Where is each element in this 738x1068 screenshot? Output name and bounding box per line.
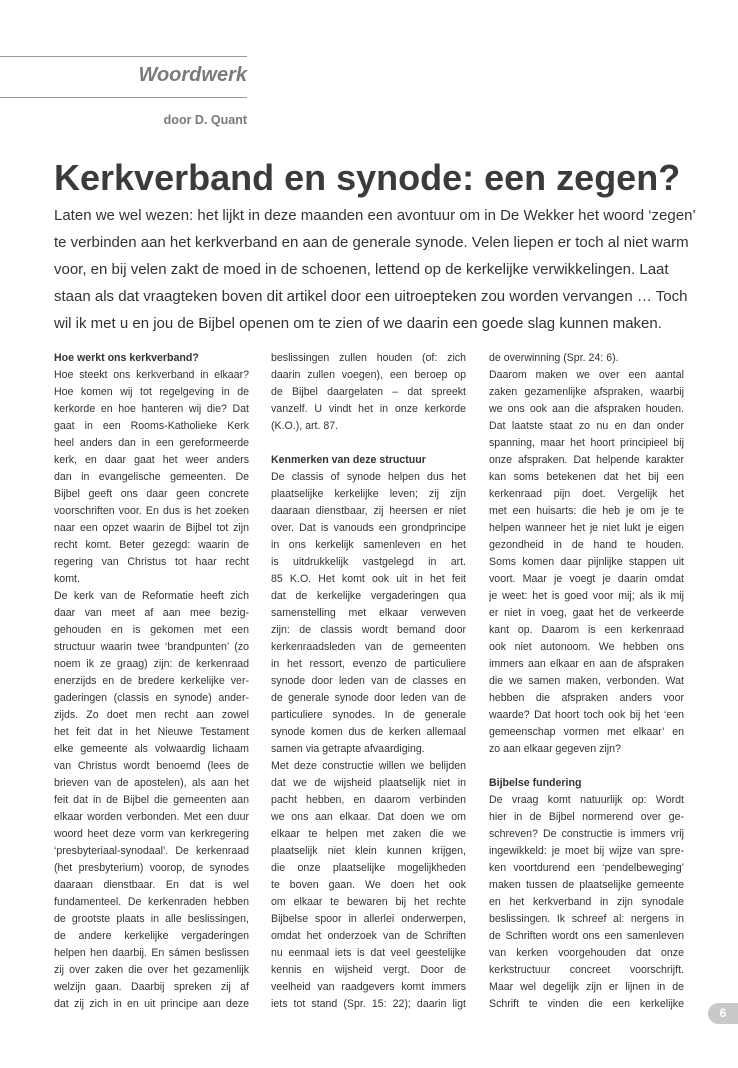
body-line: kerkenraadsleden van de gemeenten bbox=[271, 641, 466, 653]
body-line: particuliere synodes. In de generale bbox=[271, 709, 466, 721]
body-line: de overwinning (Spr. 24: 6). bbox=[489, 352, 619, 364]
body-line: elkaar worden verbonden. Met een duur bbox=[54, 811, 249, 823]
body-line: brieven van de apostelen), als aan het bbox=[54, 777, 249, 789]
body-line: samen via getrapte afvaardiging. bbox=[271, 743, 425, 755]
body-line: zijds. Zo doet men recht aan zowel bbox=[54, 709, 249, 721]
body-line: pacht hebben, en daarom verbinden bbox=[271, 794, 466, 806]
author-byline: door D. Quant bbox=[163, 113, 247, 127]
body-line: naar een opzet waarin de Bijbel tot zijn bbox=[54, 522, 249, 534]
body-line: welzijn gaan. Daarbij spreken zij af bbox=[54, 981, 249, 993]
body-line: kerkorde en hoe hanteren wij die? Dat bbox=[54, 403, 249, 415]
page-number: 6 bbox=[708, 1003, 738, 1024]
body-line: De classis of synode helpen dus het bbox=[271, 471, 466, 483]
intro-line: voor, en bij velen zakt de moed in de schoenen, lettend op de kerkelijke verwikkelingen. Laat bbox=[54, 261, 669, 278]
body-line: structuur waarin twee ‘brandpunten’ (zo bbox=[54, 641, 249, 653]
body-line: enerzijds en de bredere kerkelijke ver- bbox=[54, 675, 249, 687]
body-line: van kerken voorgehouden dat onze bbox=[489, 947, 684, 959]
body-line: voort. Maar je voegt je daarin omdat bbox=[489, 573, 684, 585]
body-line: waarde? Dat hoort toch ook bij het ‘een bbox=[489, 709, 684, 721]
body-line: Hoe komen wij tot regelgeving in de bbox=[54, 386, 249, 398]
body-line: kan soms betekenen dat het bij een bbox=[489, 471, 684, 483]
body-line: Bijbel geeft ons daar geen concrete bbox=[54, 488, 249, 500]
body-line: gemeenschap vormen met elkaar’ en bbox=[489, 726, 684, 738]
body-line: dat we de wijsheid plaatselijk niet in bbox=[271, 777, 466, 789]
text-column-1 bbox=[54, 350, 249, 1013]
body-line: zij over zaken die over het gezamenlijk bbox=[54, 964, 249, 976]
body-line: elke gemeente als volwaardig lichaam bbox=[54, 743, 249, 755]
body-line: iets tot stand (Spr. 15: 22); daarin ligt bbox=[271, 998, 466, 1010]
article-intro bbox=[54, 202, 696, 337]
body-line: immers aan elkaar en aan de afspraken bbox=[489, 658, 684, 670]
body-line: (K.O.), art. 87. bbox=[271, 420, 339, 432]
body-line: schreven? De constructie is immers vrij bbox=[489, 828, 684, 840]
body-line: te boven gaan. We doen het ook bbox=[271, 879, 466, 891]
body-line: heel anders dan in een gereformeerde bbox=[54, 437, 249, 449]
subheading: Bijbelse fundering bbox=[489, 777, 582, 789]
body-line: dan in evangelische gemeenten. De bbox=[54, 471, 249, 483]
body-line: omdat het onderzoek van de Schriften bbox=[271, 930, 466, 942]
text-column-3 bbox=[489, 350, 684, 1013]
body-line: vanzelf. U vindt het in onze kerkorde bbox=[271, 403, 466, 415]
body-line: kerkstructuur concreet voorschrijft. bbox=[489, 964, 684, 976]
body-line: die we samen maken, verbonden. Wat bbox=[489, 675, 684, 687]
body-line: de grootste plaats in alle beslissingen, bbox=[54, 913, 249, 925]
body-line: De vraag komt natuurlijk op: Wordt bbox=[489, 794, 684, 806]
body-line: daar van meet af aan mee bezig- bbox=[54, 607, 249, 619]
body-line: gaat in een Rooms-Katholieke Kerk bbox=[54, 420, 249, 432]
body-line: plaatselijk niet klein kunnen krijgen, bbox=[271, 845, 466, 857]
body-line: maken tussen de plaatselijke gemeente bbox=[489, 879, 684, 891]
body-line: komt. bbox=[54, 573, 80, 585]
body-line: noem ik ze graag) zijn: de kerkenraad bbox=[54, 658, 249, 670]
body-line: Daarom maken we over een aantal bbox=[489, 369, 684, 381]
body-line: daaraan dienstbaar, zij heersen er niet bbox=[271, 505, 466, 517]
body-line: in ons kerkelijk samenleven en het bbox=[271, 539, 466, 551]
body-line: samenstelling met elkaar verweven bbox=[271, 607, 466, 619]
body-line: Met deze constructie willen we belijden bbox=[271, 760, 466, 772]
body-line: beslissingen. Ik schreef al: nergens in bbox=[489, 913, 684, 925]
body-line: Soms komen daar pijnlijke stappen uit bbox=[489, 556, 684, 568]
body-line: over. Dat is vanouds een grondprincipe bbox=[271, 522, 466, 534]
body-line: we ons ook aan die afspraken houden. bbox=[489, 403, 684, 415]
body-line: veelheid van raadgevers komt immers bbox=[271, 981, 466, 993]
body-line: de andere kerkelijke vergaderingen bbox=[54, 930, 249, 942]
body-line: Maar wel degelijk zijn er lijnen in de bbox=[489, 981, 684, 993]
paragraph-gap bbox=[271, 435, 466, 452]
section-title: Woordwerk bbox=[138, 64, 247, 86]
body-line: daarin zullen voegen), een beroep op bbox=[271, 369, 466, 381]
body-line: (het presbyterium) voorop, de synodes bbox=[54, 862, 249, 874]
body-line: regering van Christus tot haar recht bbox=[54, 556, 249, 568]
intro-line: te verbinden aan het kerkverband en aan de generale synode. Velen liepen er toch al niet warm bbox=[54, 234, 689, 251]
body-line: voorschriften voor. En dus is het zoeken bbox=[54, 505, 249, 517]
body-line: de Bijbel daargelaten – dat spreekt bbox=[271, 386, 466, 398]
body-line: die onze plaatselijke mogelijkheden bbox=[271, 862, 466, 874]
body-line: Hoe steekt ons kerkverband in elkaar? bbox=[54, 369, 249, 381]
body-line: in het ressort, evenzo de particuliere bbox=[271, 658, 466, 670]
body-line: plaatselijke kerkelijke leven; zij zijn bbox=[271, 488, 466, 500]
body-line: zo aan elkaar gegeven zijn? bbox=[489, 743, 621, 755]
body-line: fundamenteel. De kerkenraden hebben bbox=[54, 896, 249, 908]
body-line: het feit dat in het Nieuwe Testament bbox=[54, 726, 249, 738]
body-line: Dat laatste staat zo nu en dan onder bbox=[489, 420, 684, 432]
body-line: van Christus wordt benoemd (lees de bbox=[54, 760, 249, 772]
body-line: onze afspraken. Dat helpende karakter bbox=[489, 454, 684, 466]
body-line: we ons aan elkaar. Dat doen we om bbox=[271, 811, 466, 823]
body-line: de generale synode door leden van de bbox=[271, 692, 466, 704]
body-line: ingewikkeld: je moet bij wijze van spre- bbox=[489, 845, 684, 857]
body-line: gehouden en is gekomen met een bbox=[54, 624, 249, 636]
body-line: is uitdrukkelijk vastgelegd in art. bbox=[271, 556, 466, 568]
body-line: zaken gezamenlijke afspraken, waarbij bbox=[489, 386, 684, 398]
subheading: Hoe werkt ons kerkverband? bbox=[54, 352, 199, 364]
body-line: beslissingen zullen houden (of: zich bbox=[271, 352, 466, 364]
body-line: dat de kerkelijke vergaderingen qua bbox=[271, 590, 466, 602]
body-line: daaraan dienstbaar. En dat is wel bbox=[54, 879, 249, 891]
header-rule-bottom bbox=[0, 97, 247, 98]
body-line: kerk, en daar gaat het weer anders bbox=[54, 454, 249, 466]
body-line: synode komen dus de kerken allemaal bbox=[271, 726, 466, 738]
text-column-2 bbox=[271, 350, 466, 1013]
body-line: kant op. Daarom is een kerkenraad bbox=[489, 624, 684, 636]
body-line: om elkaar te bewaren bij het rechte bbox=[271, 896, 466, 908]
body-line: recht komt. Beter gezegd: waarin de bbox=[54, 539, 249, 551]
body-line: Bijbelse spoor in allerlei onderwerpen, bbox=[271, 913, 466, 925]
body-line: hier in de Bijbel normerend over ge- bbox=[489, 811, 684, 823]
body-line: ken voortdurend een ‘pendelbeweging’ bbox=[489, 862, 684, 874]
intro-line: staan als dat vraagteken boven dit artikel door een uitroepteken zou worden vervangen … Toch bbox=[54, 288, 688, 305]
body-line: dat zij zich in en uit principe aan deze bbox=[54, 998, 249, 1010]
intro-line: wil ik met u en jou de Bijbel openen om te zien of we daarin een goede slag kunnen maken. bbox=[54, 315, 662, 332]
body-line: kennis en wijsheid vergt. Door de bbox=[271, 964, 466, 976]
header-rule-top bbox=[0, 56, 247, 57]
body-line: je weet: het is goed voor mij; als ik mij bbox=[489, 590, 684, 602]
body-line: hebben die afspraken anders voor bbox=[489, 692, 684, 704]
body-line: spanning, maar het hoort principieel bij bbox=[489, 437, 684, 449]
body-line: de Schriften wordt ons een samenleven bbox=[489, 930, 684, 942]
body-line: feit dat in de Bijbel die gemeenten aan bbox=[54, 794, 249, 806]
body-line: synode door leden van de classes en bbox=[271, 675, 466, 687]
body-line: ook niet autonoom. We hebben ons bbox=[489, 641, 684, 653]
subheading: Kenmerken van deze structuur bbox=[271, 454, 426, 466]
body-line: ‘presbyteriaal-synodaal’. De kerkenraad bbox=[54, 845, 249, 857]
body-line: gezondheid in de hand te houden. bbox=[489, 539, 684, 551]
body-line: 85 K.O. Het komt ook uit in het feit bbox=[271, 573, 466, 585]
intro-line: Laten we wel wezen: het lijkt in deze maanden een avontuur om in De Wekker het woord ‘zegen’ bbox=[54, 207, 696, 224]
body-line: kerkenraad pijn doet. Vergelijk het bbox=[489, 488, 684, 500]
body-line: zijn: de classis wordt bemand door bbox=[271, 624, 466, 636]
body-line: Schrift te vinden die een kerkelijke bbox=[489, 998, 684, 1010]
body-line: gaderingen (classis en synode) ander- bbox=[54, 692, 249, 704]
body-line: woord heet deze vorm van kerkregering bbox=[54, 828, 249, 840]
body-line: helpen wanneer het je niet lukt je eigen bbox=[489, 522, 684, 534]
body-line: De kerk van de Reformatie heeft zich bbox=[54, 590, 249, 602]
body-line: nu eenmaal iets is dat veel geestelijke bbox=[271, 947, 466, 959]
body-line: en het kerkverband in zijn synodale bbox=[489, 896, 684, 908]
article-title: Kerkverband en synode: een zegen? bbox=[54, 157, 681, 198]
body-line: elkaar te helpen met zaken die we bbox=[271, 828, 466, 840]
paragraph-gap bbox=[489, 758, 684, 775]
body-line: helpen hen daarbij. En sámen beslissen bbox=[54, 947, 249, 959]
body-line: met een huisarts: die heb je om je te bbox=[489, 505, 684, 517]
body-line: er niet in voeg, gaat het de verkeerde bbox=[489, 607, 684, 619]
